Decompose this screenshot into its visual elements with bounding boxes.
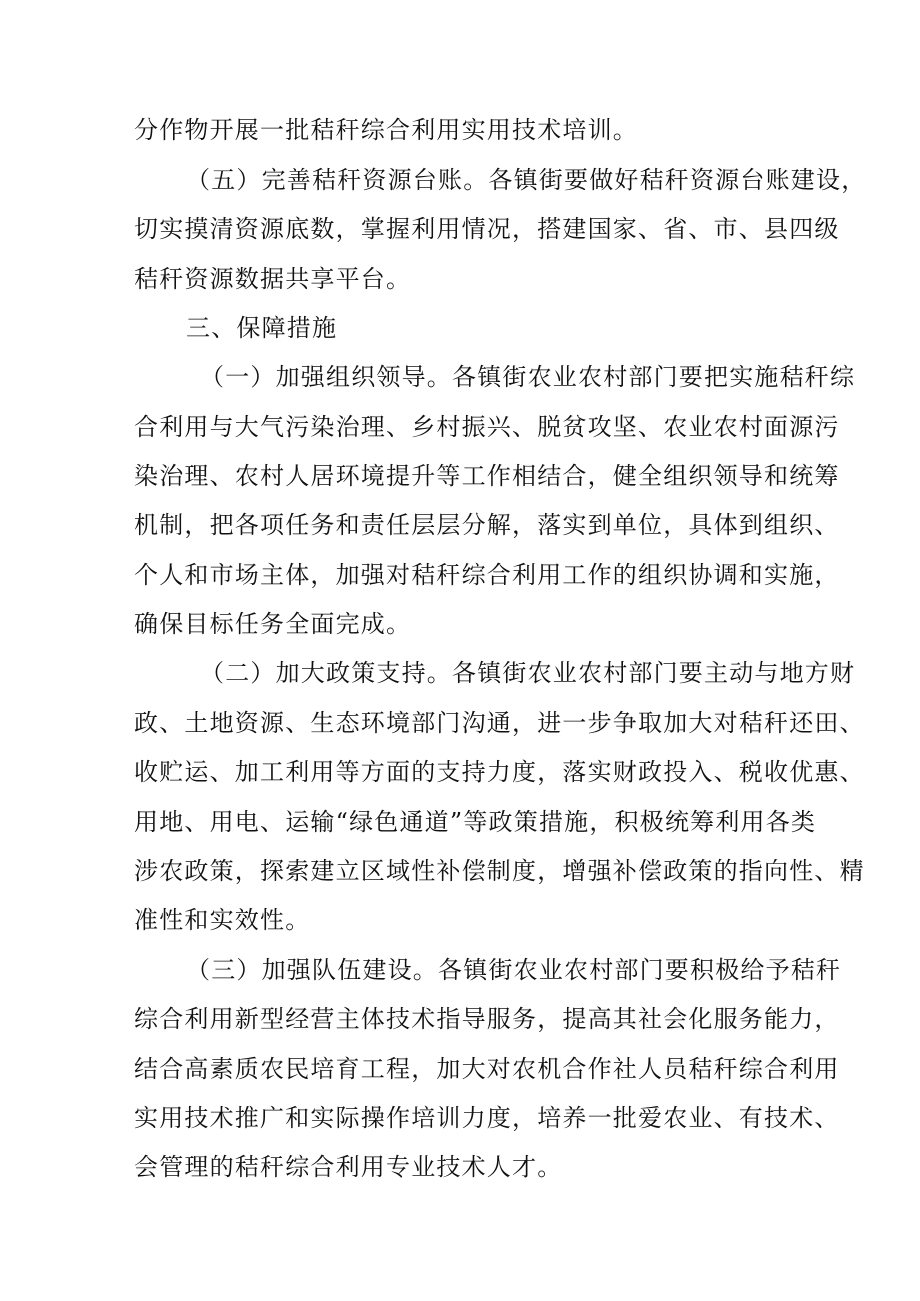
text-line-12: （二）加大政策支持。各镇街农业农村部门要主动与地方财 [200, 659, 856, 687]
text-line-2: （五）完善秸秆资源台账。各镇街要做好秸秆资源台账建设， [186, 166, 867, 194]
text-line-15: 用地、用电、运输“绿色通道”等政策措施，积极统筹利用各类 [134, 808, 817, 836]
text-line-11: 确保目标任务全面完成。 [134, 610, 412, 638]
text-line-8: 染治理、农村人居环境提升等工作相结合，健全组织领导和统筹 [134, 462, 840, 490]
text-line-6: （一）加强组织领导。各镇街农业农村部门要把实施秸秆综 [200, 363, 856, 391]
section-heading: 三、保障措施 [186, 314, 338, 342]
text-line-4: 秸秆资源数据共享平台。 [134, 265, 412, 293]
text-line-18: （三）加强队伍建设。各镇街农业农村部门要积极给予秸秆 [186, 956, 842, 984]
text-line-17: 准性和实效性。 [134, 906, 311, 934]
text-line-3: 切实摸清资源底数，掌握利用情况，搭建国家、省、市、县四级 [134, 215, 840, 243]
text-line-10: 个人和市场主体，加强对秸秆综合利用工作的组织协调和实施， [134, 561, 840, 589]
text-line-13: 政、土地资源、生态环境部门沟通，进一步争取加大对秸秆还田、 [134, 709, 865, 737]
text-line-21: 实用技术推广和实际操作培训力度，培养一批爱农业、有技术、 [134, 1104, 840, 1132]
text-line-20: 结合高素质农民培育工程，加大对农机合作社人员秸秆综合利用 [134, 1055, 840, 1083]
text-line-19: 综合利用新型经营主体技术指导服务，提高其社会化服务能力， [134, 1005, 840, 1033]
text-line-14: 收贮运、加工利用等方面的支持力度，落实财政投入、税收优惠、 [134, 758, 865, 786]
text-line-1: 分作物开展一批秸秆综合利用实用技术培训。 [134, 116, 638, 144]
text-line-22: 会管理的秸秆综合利用专业技术人才。 [134, 1153, 563, 1181]
text-line-16: 涉农政策，探索建立区域性补偿制度，增强补偿政策的指向性、精 [134, 857, 865, 885]
text-line-7: 合利用与大气污染治理、乡村振兴、脱贫攻坚、农业农村面源污 [134, 413, 840, 441]
text-line-9: 机制，把各项任务和责任层层分解，落实到单位，具体到组织、 [134, 511, 840, 539]
